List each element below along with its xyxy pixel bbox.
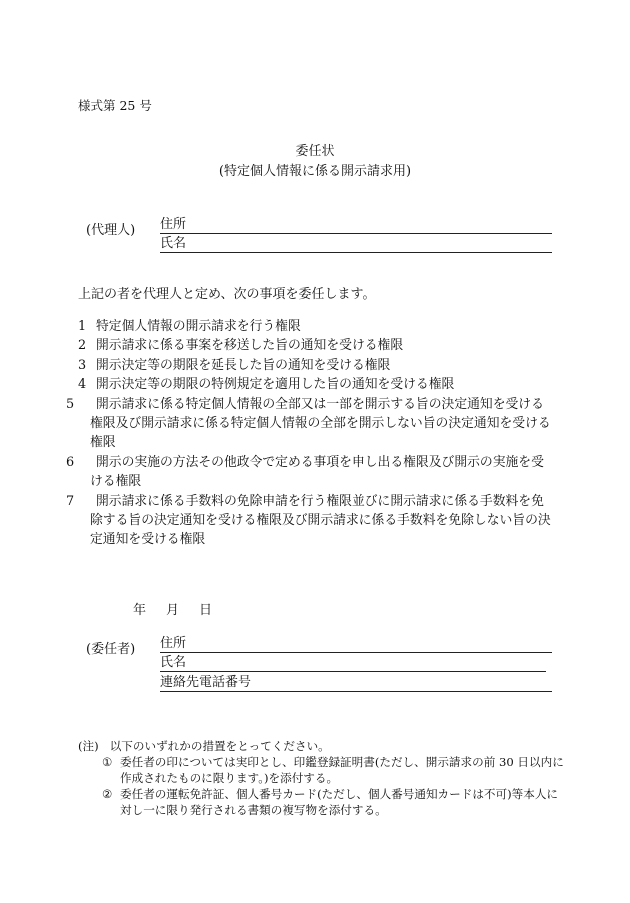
document-title: 委任状 (295, 144, 335, 159)
notes-heading-line (78, 738, 568, 754)
note-item: ① 委任者の印については実印とし、印鑑登録証明書(ただし、開示請求の前 30 日以内に作成されたものに限ります。)を添付する。 (102, 755, 564, 785)
principal-name-field[interactable] (160, 655, 546, 672)
principal-name-label: 氏名 (160, 655, 187, 670)
notes-section (78, 738, 568, 818)
principal-label: (委任者) (86, 642, 136, 657)
note-item: ② 委任者の運転免許証、個人番号カード(ただし、個人番号通知カードは不可)等本人に対し一に限り発行される書類の複写物を添付する。 (102, 787, 559, 817)
notes-heading: (注) (78, 739, 99, 753)
principal-address-label: 住所 (160, 636, 187, 651)
delegated-items-list (66, 317, 556, 550)
list-item: 4 開示決定等の期限の特例規定を適用した旨の通知を受ける権限 (78, 377, 455, 393)
list-item: 3 開示決定等の期限を延長した旨の通知を受ける権限 (78, 357, 391, 373)
list-item: 1 特定個人情報の開示請求を行う権限 (78, 319, 301, 334)
date-month: 月 (166, 603, 180, 618)
agent-name-label: 氏名 (160, 236, 187, 251)
date-day: 日 (199, 603, 213, 618)
principal-phone-field[interactable] (160, 675, 552, 692)
agent-address-label: 住所 (160, 217, 187, 232)
list-item: 6 開示の実施の方法その他政令で定める事項を申し出る権限及び開示の実施を受ける権限 (66, 454, 544, 490)
notes-intro: 以下のいずれかの措置をとってください。 (109, 739, 330, 753)
form-number: 様式第 25 号 (78, 98, 152, 113)
principal-phone-label: 連絡先電話番号 (160, 675, 252, 690)
date-line (133, 599, 212, 618)
list-item: 2 開示請求に係る事案を移送した旨の通知を受ける権限 (78, 338, 404, 354)
principal-address-field[interactable] (160, 636, 552, 653)
date-year: 年 (133, 603, 147, 618)
agent-label: (代理人) (86, 223, 136, 238)
list-item: 5 開示請求に係る特定個人情報の全部又は一部を開示する旨の決定通知を受ける権限及び開示請求に係る特定個人情報の全部を開示しない旨の決定通知を受ける権限 (66, 396, 551, 451)
list-item: 7 開示請求に係る手数料の免除申請を行う権限並びに開示請求に係る手数料を免除する旨の決定通知を受ける権限及び開示請求に係る手数料を免除しない旨の決定通知を受ける権限 (66, 493, 551, 548)
agent-address-field[interactable] (160, 217, 552, 234)
agent-name-field[interactable] (160, 236, 552, 253)
document-subtitle: (特定個人情報に係る開示請求用) (218, 164, 412, 179)
intro-text: 上記の者を代理人と定め、次の事項を委任します。 (78, 287, 376, 302)
